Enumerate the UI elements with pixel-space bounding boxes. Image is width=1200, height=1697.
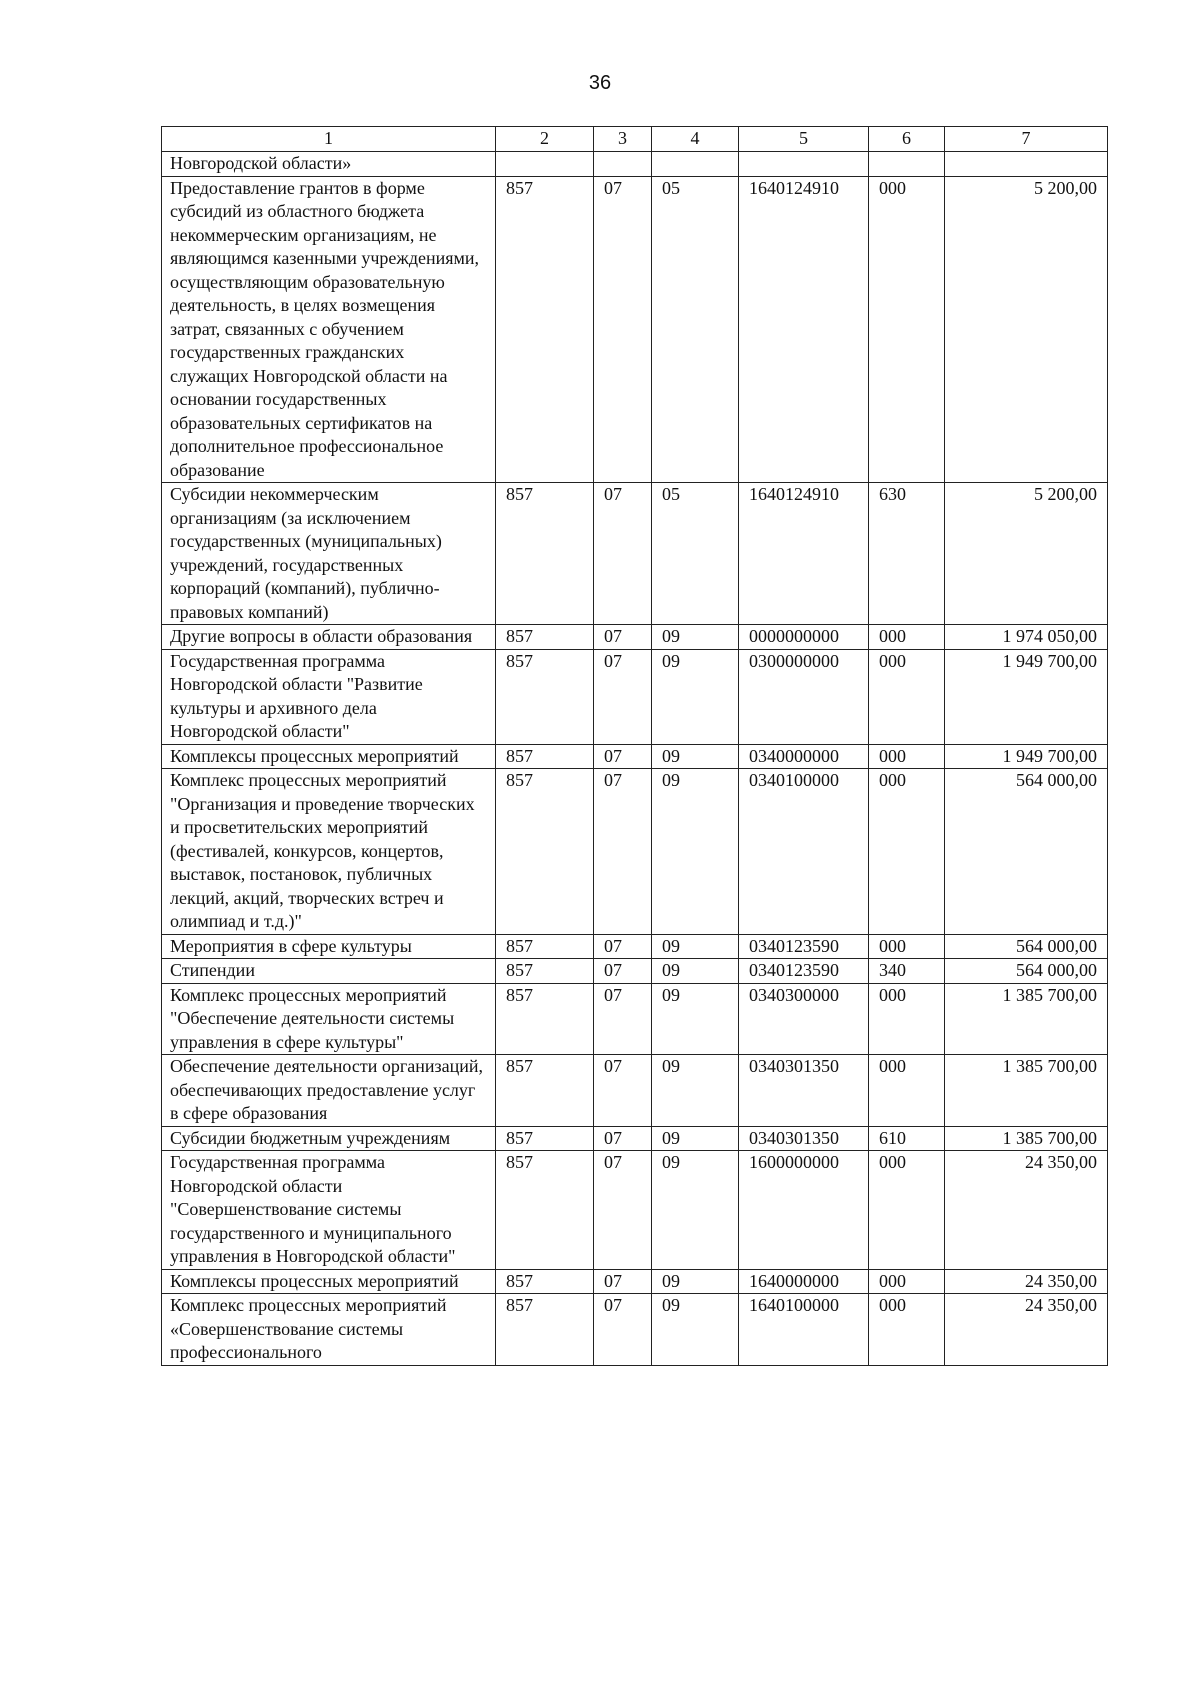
amount-cell: 1 385 700,00 xyxy=(945,983,1108,1055)
subsection-cell: 05 xyxy=(652,483,739,625)
admin-code-cell: 857 xyxy=(496,769,594,935)
section-cell: 07 xyxy=(594,1055,652,1127)
subsection-cell: 09 xyxy=(652,769,739,935)
row-name-cell: Субсидии бюджетным учреждениям xyxy=(162,1126,496,1151)
expense-type-cell: 000 xyxy=(869,983,945,1055)
table-row xyxy=(162,176,1108,483)
target-article-cell: 0340301350 xyxy=(739,1055,869,1127)
table-row xyxy=(162,744,1108,769)
admin-code-cell: 857 xyxy=(496,959,594,984)
column-number: 3 xyxy=(594,127,652,152)
column-number: 2 xyxy=(496,127,594,152)
admin-code-cell: 857 xyxy=(496,983,594,1055)
section-cell: 07 xyxy=(594,959,652,984)
section-cell: 07 xyxy=(594,769,652,935)
target-article-cell: 0340123590 xyxy=(739,934,869,959)
section-cell: 07 xyxy=(594,649,652,744)
expense-type-cell: 000 xyxy=(869,1294,945,1366)
table-row xyxy=(162,1055,1108,1127)
row-name-cell: Комплекс процессных мероприятий "Организация и проведение творческих и просветительских мероприятий (фестивалей, конкурсов, концертов, выставок, постановок, публичных лекций, акций, творческих встреч и олимпиад и т.д.)" xyxy=(162,769,496,935)
table-row xyxy=(162,1151,1108,1270)
amount-cell: 5 200,00 xyxy=(945,483,1108,625)
column-number: 5 xyxy=(739,127,869,152)
subsection-cell: 09 xyxy=(652,1055,739,1127)
admin-code-cell: 857 xyxy=(496,1269,594,1294)
column-number: 6 xyxy=(869,127,945,152)
subsection-cell: 09 xyxy=(652,983,739,1055)
expense-type-cell: 340 xyxy=(869,959,945,984)
amount-cell xyxy=(945,152,1108,177)
table-row xyxy=(162,1269,1108,1294)
expense-type-cell: 000 xyxy=(869,625,945,650)
amount-cell: 1 974 050,00 xyxy=(945,625,1108,650)
target-article-cell: 1640124910 xyxy=(739,176,869,483)
admin-code-cell: 857 xyxy=(496,1055,594,1127)
subsection-cell: 09 xyxy=(652,1294,739,1366)
target-article-cell: 0340123590 xyxy=(739,959,869,984)
target-article-cell: 1640100000 xyxy=(739,1294,869,1366)
row-name-cell: Комплекс процессных мероприятий «Совершенствование системы профессионального xyxy=(162,1294,496,1366)
row-name-cell: Комплексы процессных мероприятий xyxy=(162,744,496,769)
expense-type-cell: 000 xyxy=(869,176,945,483)
admin-code-cell xyxy=(496,152,594,177)
amount-cell: 24 350,00 xyxy=(945,1269,1108,1294)
expense-type-cell: 000 xyxy=(869,934,945,959)
amount-cell: 1 385 700,00 xyxy=(945,1126,1108,1151)
section-cell: 07 xyxy=(594,1151,652,1270)
subsection-cell: 09 xyxy=(652,649,739,744)
column-number: 4 xyxy=(652,127,739,152)
admin-code-cell: 857 xyxy=(496,934,594,959)
target-article-cell: 0300000000 xyxy=(739,649,869,744)
table-row xyxy=(162,769,1108,935)
expense-type-cell: 630 xyxy=(869,483,945,625)
target-article-cell: 1640000000 xyxy=(739,1269,869,1294)
section-cell: 07 xyxy=(594,983,652,1055)
row-name-cell: Стипендии xyxy=(162,959,496,984)
section-cell: 07 xyxy=(594,625,652,650)
table-row xyxy=(162,625,1108,650)
table-row xyxy=(162,649,1108,744)
expense-type-cell: 000 xyxy=(869,1055,945,1127)
row-name-cell: Комплекс процессных мероприятий "Обеспечение деятельности системы управления в сфере культуры" xyxy=(162,983,496,1055)
column-number: 1 xyxy=(162,127,496,152)
amount-cell: 1 949 700,00 xyxy=(945,744,1108,769)
admin-code-cell: 857 xyxy=(496,649,594,744)
amount-cell: 24 350,00 xyxy=(945,1151,1108,1270)
section-cell: 07 xyxy=(594,176,652,483)
admin-code-cell: 857 xyxy=(496,176,594,483)
subsection-cell: 09 xyxy=(652,1269,739,1294)
amount-cell: 564 000,00 xyxy=(945,959,1108,984)
column-number: 7 xyxy=(945,127,1108,152)
amount-cell: 1 949 700,00 xyxy=(945,649,1108,744)
row-name-cell: Мероприятия в сфере культуры xyxy=(162,934,496,959)
row-name-cell: Государственная программа Новгородской области "Совершенствование системы государственного и муниципального управления в Новгородской области" xyxy=(162,1151,496,1270)
section-cell: 07 xyxy=(594,744,652,769)
admin-code-cell: 857 xyxy=(496,1151,594,1270)
section-cell xyxy=(594,152,652,177)
subsection-cell: 09 xyxy=(652,744,739,769)
expense-type-cell: 610 xyxy=(869,1126,945,1151)
section-cell: 07 xyxy=(594,934,652,959)
target-article-cell: 1640124910 xyxy=(739,483,869,625)
expense-type-cell: 000 xyxy=(869,1151,945,1270)
row-name-cell: Новгородской области» xyxy=(162,152,496,177)
row-name-cell: Субсидии некоммерческим организациям (за исключением государственных (муниципальных) учреждений, государственных корпораций (компаний), публично-правовых компаний) xyxy=(162,483,496,625)
section-cell: 07 xyxy=(594,1294,652,1366)
table-row xyxy=(162,1294,1108,1366)
admin-code-cell: 857 xyxy=(496,483,594,625)
target-article-cell: 0340300000 xyxy=(739,983,869,1055)
subsection-cell: 05 xyxy=(652,176,739,483)
amount-cell: 564 000,00 xyxy=(945,934,1108,959)
target-article-cell: 0000000000 xyxy=(739,625,869,650)
subsection-cell: 09 xyxy=(652,625,739,650)
amount-cell: 1 385 700,00 xyxy=(945,1055,1108,1127)
table-row xyxy=(162,1126,1108,1151)
target-article-cell: 1600000000 xyxy=(739,1151,869,1270)
row-name-cell: Другие вопросы в области образования xyxy=(162,625,496,650)
amount-cell: 564 000,00 xyxy=(945,769,1108,935)
admin-code-cell: 857 xyxy=(496,1126,594,1151)
budget-table xyxy=(161,126,1108,1366)
page-number: 36 xyxy=(588,72,612,94)
row-name-cell: Государственная программа Новгородской области "Развитие культуры и архивного дела Новгородской области" xyxy=(162,649,496,744)
amount-cell: 24 350,00 xyxy=(945,1294,1108,1366)
target-article-cell: 0340301350 xyxy=(739,1126,869,1151)
row-name-cell: Комплексы процессных мероприятий xyxy=(162,1269,496,1294)
expense-type-cell: 000 xyxy=(869,1269,945,1294)
expense-type-cell xyxy=(869,152,945,177)
table-row xyxy=(162,934,1108,959)
table-row xyxy=(162,959,1108,984)
section-cell: 07 xyxy=(594,483,652,625)
subsection-cell: 09 xyxy=(652,1126,739,1151)
section-cell: 07 xyxy=(594,1269,652,1294)
amount-cell: 5 200,00 xyxy=(945,176,1108,483)
table-row xyxy=(162,983,1108,1055)
subsection-cell xyxy=(652,152,739,177)
target-article-cell xyxy=(739,152,869,177)
admin-code-cell: 857 xyxy=(496,744,594,769)
expense-type-cell: 000 xyxy=(869,769,945,935)
column-number-row xyxy=(162,127,1108,152)
subsection-cell: 09 xyxy=(652,959,739,984)
admin-code-cell: 857 xyxy=(496,625,594,650)
row-name-cell: Предоставление грантов в форме субсидий из областного бюджета некоммерческим организациям, не являющимся казенными учреждениями, осуществляющим образовательную деятельность, в целях возмещения затрат, связанных с обучением государственных гражданских служащих Новгородской области на основании государственных образовательных сертификатов на дополнительное профессиональное образование xyxy=(162,176,496,483)
expense-type-cell: 000 xyxy=(869,649,945,744)
table-row xyxy=(162,152,1108,177)
admin-code-cell: 857 xyxy=(496,1294,594,1366)
target-article-cell: 0340100000 xyxy=(739,769,869,935)
subsection-cell: 09 xyxy=(652,1151,739,1270)
subsection-cell: 09 xyxy=(652,934,739,959)
table-row xyxy=(162,483,1108,625)
expense-type-cell: 000 xyxy=(869,744,945,769)
row-name-cell: Обеспечение деятельности организаций, обеспечивающих предоставление услуг в сфере образования xyxy=(162,1055,496,1127)
target-article-cell: 0340000000 xyxy=(739,744,869,769)
section-cell: 07 xyxy=(594,1126,652,1151)
